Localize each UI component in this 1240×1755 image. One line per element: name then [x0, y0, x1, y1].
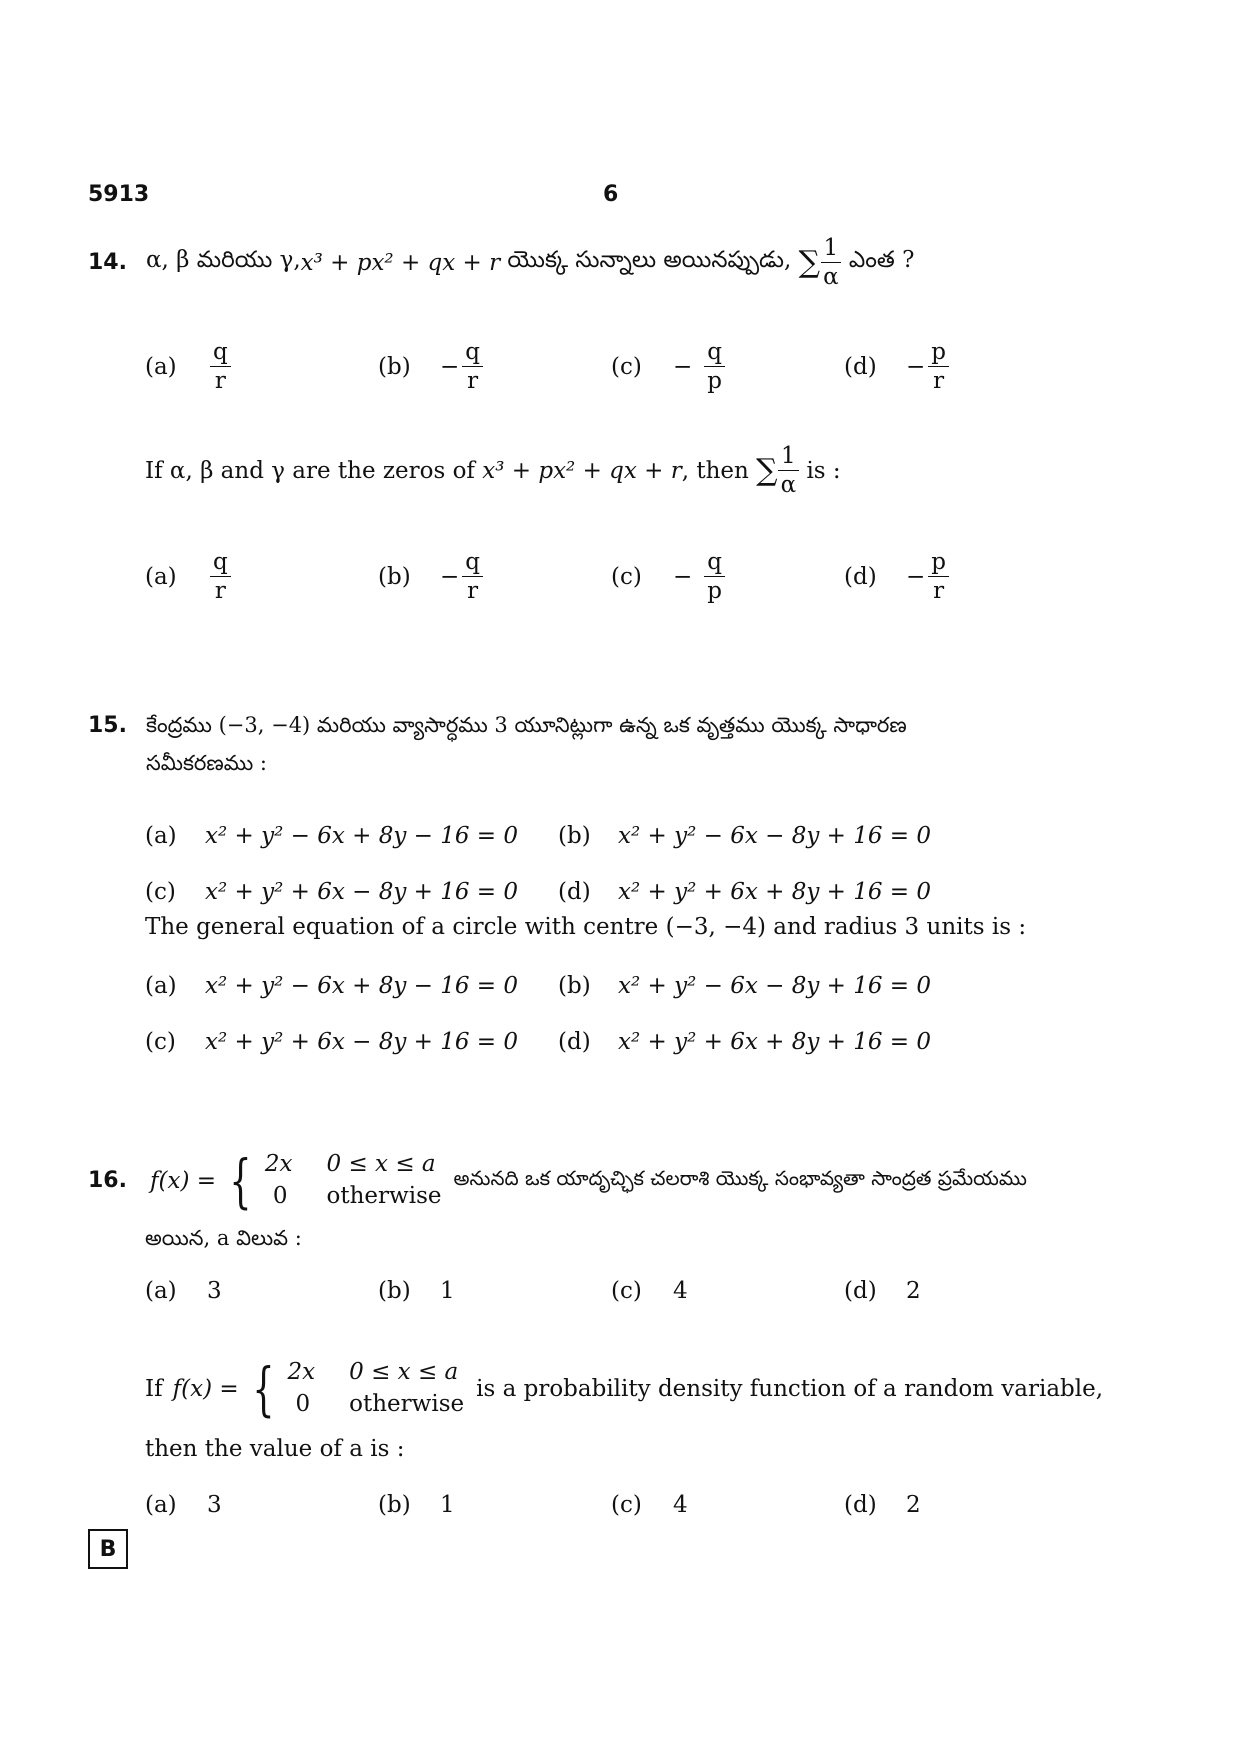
- question-16: [88, 1146, 1158, 1215]
- q15-option-c[interactable]: [145, 1029, 558, 1055]
- q14-telugu-poly: x³ + px² + qx + r: [300, 249, 501, 276]
- option-sign: −: [906, 563, 926, 590]
- q15-telugu-options: [145, 808, 945, 920]
- option-fraction: [928, 340, 949, 393]
- option-fraction: [704, 550, 725, 603]
- fraction-numerator: q: [210, 550, 231, 577]
- option-label: (d): [844, 353, 877, 380]
- option-label: (c): [611, 563, 642, 590]
- fx-label: f(x) =: [172, 1375, 239, 1402]
- q15-option-b[interactable]: [558, 973, 931, 999]
- option-fraction: [210, 340, 231, 393]
- case2-expr: 0: [295, 1390, 311, 1417]
- case1-cond: 0 ≤ x ≤ a: [349, 1359, 459, 1385]
- fx-label: f(x) =: [150, 1167, 217, 1194]
- q14-option-d[interactable]: [844, 550, 1024, 603]
- option-sign: −: [906, 353, 926, 380]
- q14-option-a[interactable]: [145, 550, 378, 603]
- q14-english-poly: x³ + px² + qx + r: [482, 457, 682, 484]
- sum-symbol: ∑: [756, 453, 778, 489]
- option-label: (b): [558, 823, 591, 849]
- option-text: 4: [673, 1492, 688, 1518]
- case1-expr: 2x: [287, 1359, 316, 1385]
- q15-option-d[interactable]: [558, 879, 931, 905]
- q14-english-options: [145, 550, 1045, 603]
- left-brace-icon: {: [252, 1354, 275, 1423]
- option-text: x² + y² + 6x − 8y + 16 = 0: [205, 1029, 519, 1055]
- option-label: (a): [145, 823, 177, 849]
- q16-english-options: [145, 1492, 1045, 1518]
- option-label: (b): [378, 1492, 411, 1518]
- option-text: 3: [207, 1278, 222, 1304]
- q15-option-d[interactable]: [558, 1029, 931, 1055]
- booklet-series-badge: B: [88, 1529, 128, 1569]
- option-label: (a): [145, 973, 177, 999]
- option-text: x² + y² − 6x − 8y + 16 = 0: [618, 823, 932, 849]
- q14-telugu-part-a: α, β మరియు γ,: [146, 246, 301, 273]
- fraction-denominator: α: [780, 472, 797, 499]
- q14-telugu-part-b: యొక్క సున్నాలు అయినప్పుడు,: [500, 246, 799, 273]
- case-grid: [265, 1150, 442, 1212]
- paper-code: 5913: [88, 182, 150, 207]
- q15-option-a[interactable]: [145, 973, 558, 999]
- option-text: 1: [440, 1492, 455, 1518]
- option-label: (a): [145, 1278, 177, 1304]
- case1-expr: 2x: [264, 1151, 293, 1177]
- q14-option-b[interactable]: [378, 550, 611, 603]
- q14-telugu-stem: [88, 236, 1148, 289]
- fraction-numerator: q: [462, 340, 483, 367]
- q16-option-b[interactable]: [378, 1492, 611, 1518]
- fraction-numerator: q: [210, 340, 231, 367]
- fraction-denominator: r: [933, 578, 945, 605]
- q16-telugu-tail: అనునది ఒక యాదృచ్ఛిక చలరాశి యొక్క సంభావ్యతా సాంద్రత ప్రమేయము: [453, 1166, 1027, 1191]
- q14-option-c[interactable]: [611, 550, 844, 603]
- q14-telugu-options: [145, 340, 1045, 393]
- option-label: (b): [378, 353, 411, 380]
- option-sign: −: [673, 353, 693, 380]
- q15-option-c[interactable]: [145, 879, 558, 905]
- fraction-numerator: p: [928, 340, 949, 367]
- option-label: (c): [611, 1492, 642, 1518]
- q15-telugu-line2: సమీకరణము :: [146, 751, 267, 775]
- option-text: 2: [906, 1278, 921, 1304]
- fraction-numerator: p: [928, 550, 949, 577]
- q14-fraction: [820, 236, 842, 289]
- option-label: (a): [145, 563, 177, 590]
- option-text: 1: [440, 1278, 455, 1304]
- q16-english-if: If: [145, 1375, 163, 1402]
- question-15: [88, 713, 1148, 781]
- q16-option-d[interactable]: [844, 1492, 1024, 1518]
- case2-expr: 0: [272, 1182, 288, 1209]
- q14-option-a[interactable]: [145, 340, 378, 393]
- page-number: 6: [603, 182, 619, 207]
- q14-english-part-c: is :: [799, 457, 841, 484]
- fraction-numerator: q: [704, 340, 725, 367]
- q16-english-tail: is a probability density function of a random variable,: [476, 1375, 1104, 1402]
- q16-english-piecewise: [172, 1354, 465, 1423]
- q15-option-a[interactable]: [145, 823, 558, 849]
- option-text: x² + y² + 6x − 8y + 16 = 0: [205, 879, 519, 905]
- q16-number: 16.: [88, 1168, 127, 1194]
- q16-option-a[interactable]: [145, 1278, 378, 1304]
- option-text: x² + y² + 6x + 8y + 16 = 0: [618, 879, 932, 905]
- option-label: (c): [145, 1029, 176, 1055]
- q16-option-a[interactable]: [145, 1492, 378, 1518]
- fraction-denominator: r: [933, 368, 945, 395]
- fraction-denominator: α: [823, 264, 839, 291]
- q15-english-stem: The general equation of a circle with centre (−3, −4) and radius 3 units is :: [145, 914, 1027, 940]
- fraction-numerator: q: [704, 550, 725, 577]
- q15-telugu-line1: కేంద్రము (−3, −4) మరియు వ్యాసార్ధము 3 యూనిట్లుగా ఉన్న ఒక వృత్తము యొక్క సాధారణ: [146, 713, 907, 737]
- fraction-numerator: 1: [778, 444, 799, 471]
- sum-symbol: ∑: [798, 245, 821, 281]
- q15-english-options: [145, 958, 945, 1070]
- option-label: (d): [558, 879, 591, 905]
- q15-number: 15.: [88, 713, 127, 738]
- option-sign: −: [440, 563, 460, 590]
- option-fraction: [704, 340, 725, 393]
- option-fraction: [210, 550, 231, 603]
- option-sign: −: [440, 353, 460, 380]
- option-label: (b): [558, 973, 591, 999]
- q14-option-d[interactable]: [844, 340, 1024, 393]
- option-text: 4: [673, 1278, 688, 1304]
- fraction-denominator: p: [707, 368, 723, 395]
- fraction-numerator: 1: [821, 236, 842, 263]
- option-label: (a): [145, 1492, 177, 1518]
- q16-option-c[interactable]: [611, 1278, 844, 1304]
- q14-option-b[interactable]: [378, 340, 611, 393]
- q14-english-part-a: If α, β and γ are the zeros of: [145, 457, 483, 484]
- fraction-denominator: r: [214, 368, 226, 395]
- q16-telugu-line2: అయిన, a విలువ :: [145, 1226, 302, 1250]
- option-sign: −: [673, 563, 693, 590]
- question-14: [88, 236, 1148, 289]
- q15-option-b[interactable]: [558, 823, 931, 849]
- option-label: (c): [611, 353, 642, 380]
- case-grid: [288, 1358, 465, 1420]
- q16-option-d[interactable]: [844, 1278, 1024, 1304]
- option-label: (c): [145, 879, 176, 905]
- q16-option-b[interactable]: [378, 1278, 611, 1304]
- fraction-denominator: r: [467, 368, 479, 395]
- option-fraction: [928, 550, 949, 603]
- q16-english-stem: [145, 1354, 1155, 1423]
- option-text: x² + y² − 6x − 8y + 16 = 0: [618, 973, 932, 999]
- option-text: 2: [906, 1492, 921, 1518]
- q14-english-stem: [145, 444, 841, 497]
- case2-cond: otherwise: [349, 1390, 465, 1417]
- option-label: (a): [145, 353, 177, 380]
- fraction-denominator: r: [467, 578, 479, 605]
- case2-cond: otherwise: [326, 1182, 442, 1209]
- case1-cond: 0 ≤ x ≤ a: [326, 1151, 436, 1177]
- q14-english-part-b: , then: [681, 457, 757, 484]
- left-brace-icon: {: [229, 1146, 252, 1215]
- option-label: (d): [844, 1492, 877, 1518]
- q16-option-c[interactable]: [611, 1492, 844, 1518]
- q14-english-fraction: [778, 444, 800, 497]
- q16-english-line2: then the value of a is :: [145, 1436, 405, 1462]
- option-text: 3: [207, 1492, 222, 1518]
- fraction-denominator: r: [214, 578, 226, 605]
- option-label: (d): [844, 563, 877, 590]
- q14-option-c[interactable]: [611, 340, 844, 393]
- option-label: (c): [611, 1278, 642, 1304]
- q14-number: 14.: [88, 250, 127, 276]
- q14-telugu-part-c: ఎంత ?: [841, 246, 915, 273]
- fraction-denominator: p: [707, 578, 723, 605]
- option-label: (d): [558, 1029, 591, 1055]
- option-label: (b): [378, 1278, 411, 1304]
- option-text: x² + y² + 6x + 8y + 16 = 0: [618, 1029, 932, 1055]
- q16-piecewise: [150, 1146, 442, 1215]
- option-label: (b): [378, 563, 411, 590]
- option-fraction: [462, 340, 483, 393]
- fraction-numerator: q: [462, 550, 483, 577]
- option-text: x² + y² − 6x + 8y − 16 = 0: [205, 973, 519, 999]
- option-text: x² + y² − 6x + 8y − 16 = 0: [205, 823, 519, 849]
- option-label: (d): [844, 1278, 877, 1304]
- q16-telugu-options: [145, 1278, 1045, 1304]
- option-fraction: [462, 550, 483, 603]
